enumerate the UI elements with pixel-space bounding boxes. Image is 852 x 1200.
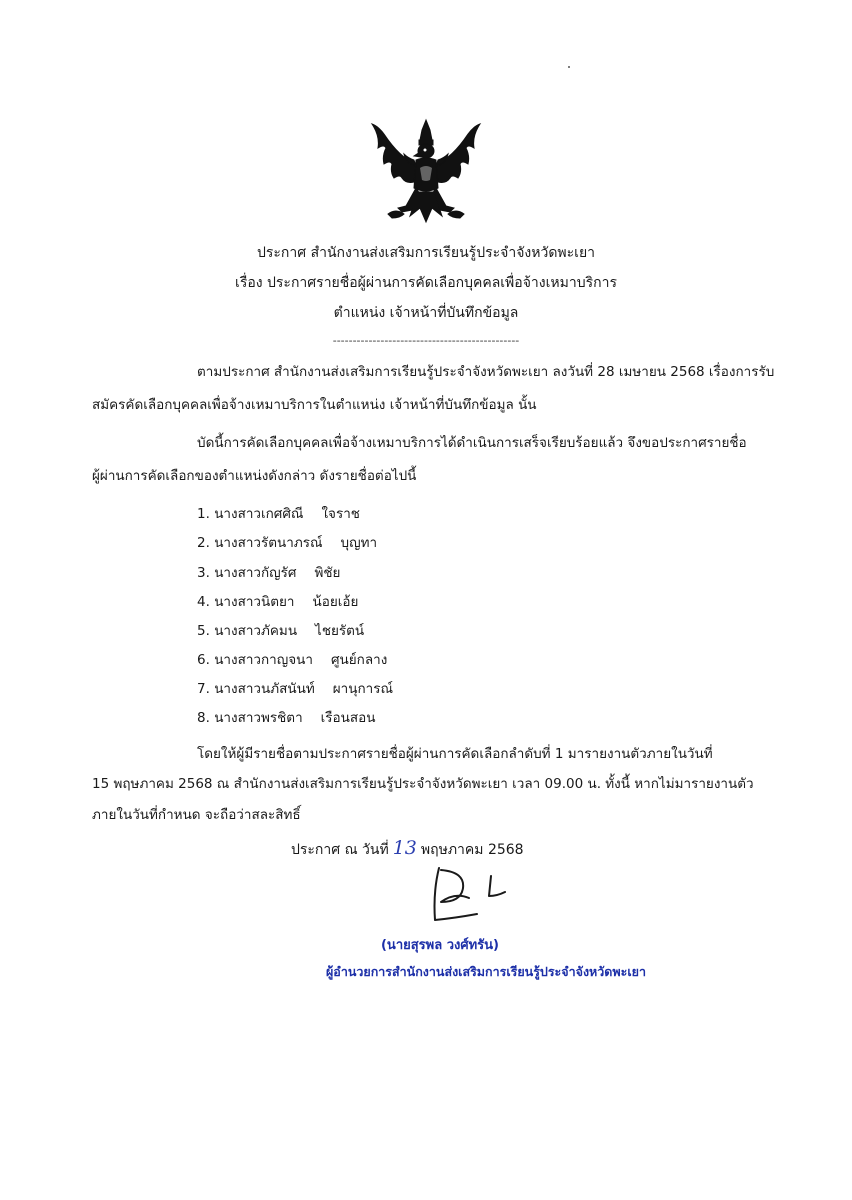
- position-line: ตำแหน่ง เจ้าหน้าที่บันทึกข้อมูล: [333, 305, 519, 321]
- item-number: 5.: [197, 623, 210, 639]
- announcement-date: [291, 837, 524, 861]
- paragraph-3-line-1: โดยให้ผู้มีรายชื่อตามประกาศรายชื่อผู้ผ่านการคัดเลือกลำดับที่ 1 มารายงานตัวภายในวันที่: [197, 746, 713, 762]
- garuda-emblem-icon: [370, 118, 482, 226]
- item-given-name: นางสาวกาญจนา: [214, 652, 313, 668]
- item-family-name: ศูนย์กลาง: [330, 652, 388, 668]
- list-item: [197, 561, 340, 583]
- list-item: [197, 502, 360, 524]
- signer-name: (นายสุรพล วงศ์ทรัน): [380, 938, 499, 953]
- list-item: [197, 677, 393, 699]
- paragraph-2-line-1: บัดนี้การคัดเลือกบุคคลเพื่อจ้างเหมาบริการได้ดำเนินการเสร็จเรียบร้อยแล้ว จึงขอประกาศรายชื่อ: [197, 435, 747, 451]
- item-family-name: ใจราช: [321, 506, 360, 522]
- item-family-name: ไชยรัตน์: [315, 623, 365, 639]
- item-number: 3.: [197, 565, 210, 581]
- item-family-name: ผานุการณ์: [332, 681, 393, 697]
- item-given-name: นางสาวพรชิตา: [214, 710, 303, 726]
- list-item: [197, 706, 375, 728]
- paragraph-3-line-3: ภายในวันที่กำหนด จะถือว่าสละสิทธิ์: [92, 807, 301, 823]
- item-given-name: นางสาวเกศศิณี: [214, 506, 304, 522]
- list-item: [197, 648, 387, 670]
- date-month-year: พฤษภาคม 2568: [420, 842, 524, 858]
- item-number: 4.: [197, 594, 210, 610]
- item-family-name: บุญทา: [340, 535, 378, 551]
- paragraph-1-line-1: ตามประกาศ สำนักงานส่งเสริมการเรียนรู้ประจำจังหวัดพะเยา ลงวันที่ 28 เมษายน 2568 เรื่องการรับ: [197, 364, 775, 380]
- list-item: [197, 619, 364, 641]
- item-given-name: นางสาวภัคมน: [214, 623, 298, 639]
- item-number: 2.: [197, 535, 210, 551]
- item-number: 8.: [197, 710, 210, 726]
- signer-title: ผู้อำนวยการสำนักงานส่งเสริมการเรียนรู้ประจำจังหวัดพะเยา: [325, 964, 646, 979]
- item-number: 1.: [197, 506, 210, 522]
- handwritten-signature: [425, 862, 525, 930]
- announcement-heading: ประกาศ สำนักงานส่งเสริมการเรียนรู้ประจำจังหวัดพะเยา: [256, 245, 596, 261]
- item-family-name: น้อยเอ้ย: [312, 594, 359, 610]
- paragraph-3-line-2: 15 พฤษภาคม 2568 ณ สำนักงานส่งเสริมการเรียนรู้ประจำจังหวัดพะเยา เวลา 09.00 น. ทั้งนี้ หากไม่มารายงานตัว: [92, 776, 754, 792]
- header-divider: -----------------------------------------------: [332, 334, 520, 347]
- item-number: 6.: [197, 652, 210, 668]
- item-family-name: เรือนสอน: [320, 710, 376, 726]
- scan-speck: [568, 66, 570, 68]
- paragraph-1-line-2: สมัครคัดเลือกบุคคลเพื่อจ้างเหมาบริการในตำแหน่ง เจ้าหน้าที่บันทึกข้อมูล นั้น: [92, 397, 537, 413]
- item-given-name: นางสาวรัตนาภรณ์: [214, 535, 323, 551]
- item-given-name: นางสาวนภัสนันท์: [214, 681, 315, 697]
- subject-line: เรื่อง ประกาศรายชื่อผู้ผ่านการคัดเลือกบุคคลเพื่อจ้างเหมาบริการ: [235, 275, 617, 291]
- list-item: [197, 590, 358, 612]
- item-family-name: พิชัย: [314, 565, 341, 581]
- date-day-handwritten: 13: [392, 837, 417, 859]
- item-number: 7.: [197, 681, 210, 697]
- date-prefix: ประกาศ ณ วันที่: [291, 842, 389, 858]
- item-given-name: นางสาวกัญรัศ: [214, 565, 297, 581]
- list-item: [197, 531, 377, 553]
- paragraph-2-line-2: ผู้ผ่านการคัดเลือกของตำแหน่งดังกล่าว ดังรายชื่อต่อไปนี้: [92, 468, 417, 484]
- item-given-name: นางสาวนิตยา: [214, 594, 295, 610]
